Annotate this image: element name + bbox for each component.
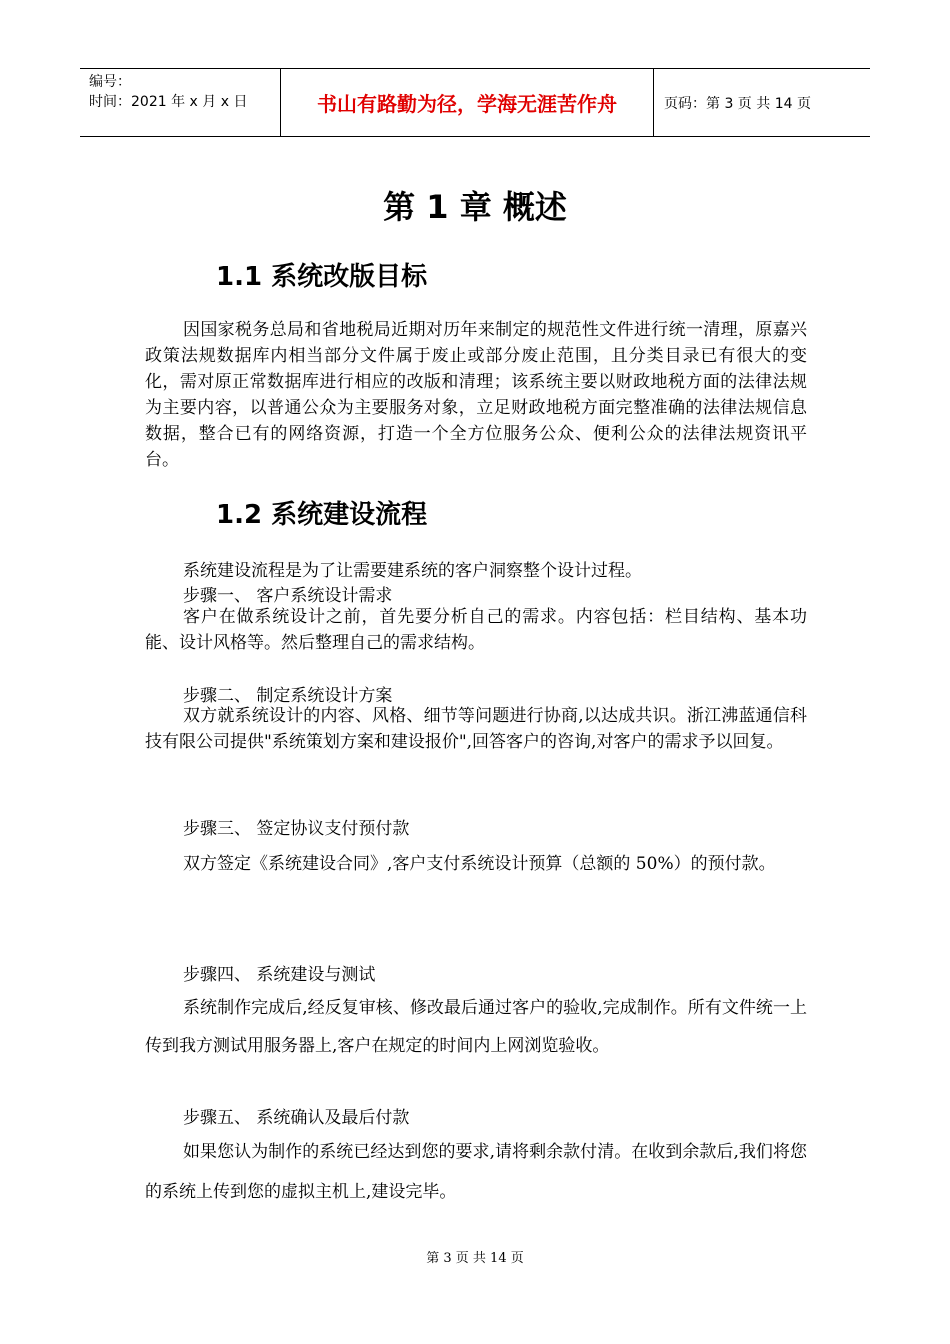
step4-body: 系统制作完成后,经反复审核、修改最后通过客户的验收,完成制作。所有文件统一上传到我方测试用服务器上,客户在规定的时间内上网浏览验收。 — [145, 998, 807, 1056]
step3-title: 步骤三、 签定协议支付预付款 — [183, 819, 410, 839]
step4-title: 步骤四、 系统建设与测试 — [183, 965, 376, 985]
step3-body: 双方签定《系统建设合同》,客户支付系统设计预算（总额的 50%）的预付款。 — [183, 854, 776, 874]
page-footer: 第 3 页 共 14 页 — [426, 1251, 524, 1266]
step1-body: 客户在做系统设计之前，首先要分析自己的需求。内容包括：栏目结构、基本功能、设计风格等。然后整理自己的需求结构。 — [145, 607, 807, 653]
step5-title: 步骤五、 系统确认及最后付款 — [183, 1108, 410, 1128]
document-time: 时间：2021 年 x 月 x 日 — [89, 94, 248, 110]
header-motto: 书山有路勤为径，学海无涯苦作舟 — [281, 69, 654, 136]
header-table — [80, 68, 870, 137]
section-title-1-2: 1.2 系统建设流程 — [216, 500, 428, 530]
document-number: 编号： — [89, 74, 131, 90]
header-left-cell — [80, 69, 281, 136]
step2-title: 步骤二、 制定系统设计方案 — [183, 686, 393, 706]
chapter-title: 第 1 章 概述 — [383, 188, 567, 226]
step1-title: 步骤一、 客户系统设计需求 — [183, 586, 393, 606]
process-intro: 系统建设流程是为了让需要建系统的客户洞察整个设计过程。 — [183, 561, 642, 581]
section-title-1-1: 1.1 系统改版目标 — [216, 262, 428, 292]
section-1-1-body: 因国家税务总局和省地税局近期对历年来制定的规范性文件进行统一清理，原嘉兴政策法规数据库内相当部分文件属于废止或部分废止范围，且分类目录已有很大的变化，需对原正常数据库进行相应的改版和清理；该系统主要以财政地税方面的法律法规为主要内容，以普通公众为主要服务对象，立足财政地税方面完整准确的法律法规信息数据，整合已有的网络资源，打造一个全方位服务公众、便利公众的法律法规资讯平台。 — [145, 320, 807, 470]
step5-body: 如果您认为制作的系统已经达到您的要求,请将剩余款付清。在收到余款后,我们将您的系统上传到您的虚拟主机上,建设完毕。 — [145, 1142, 807, 1202]
header-page-info: 页码：第 3 页 共 14 页 — [664, 95, 811, 112]
step2-body: 双方就系统设计的内容、风格、细节等问题进行协商,以达成共识。浙江沸蓝通信科技有限公司提供"系统策划方案和建设报价",回答客户的咨询,对客户的需求予以回复。 — [145, 706, 807, 752]
